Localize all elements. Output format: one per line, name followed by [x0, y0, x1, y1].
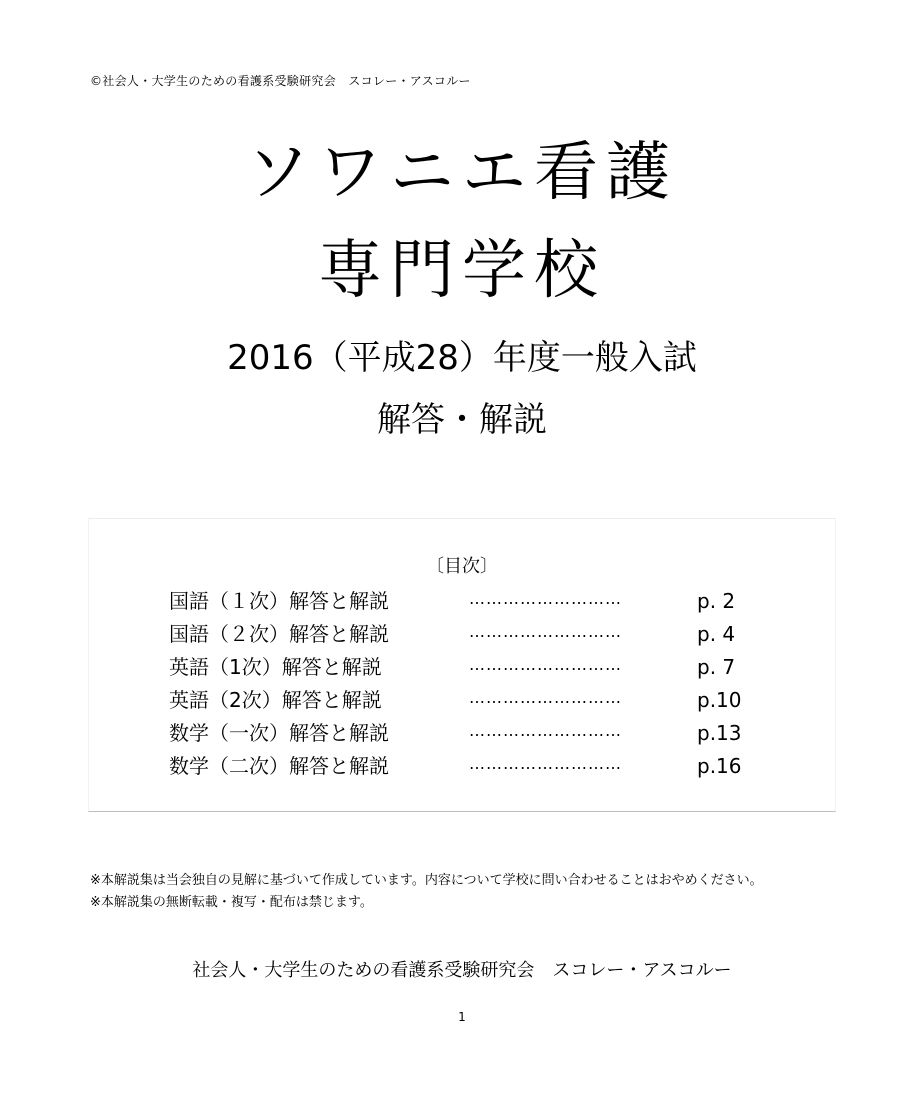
toc-heading: 〔目次〕 [426, 556, 498, 577]
toc-leader-dots: ……………………… [469, 688, 622, 707]
toc-item[interactable] [89, 618, 835, 651]
note-copyright: ※本解説集の無断転載・複写・配布は禁じます。 [90, 895, 373, 910]
note-disclaimer: ※本解説集は当会独自の見解に基づいて作成しています。内容について学校に問い合わせることはおやめください。 [90, 873, 763, 888]
toc-item[interactable] [89, 750, 835, 783]
toc-leader-dots: ……………………… [469, 754, 622, 773]
footer-organization: 社会人・大学生のための看護系受験研究会 スコレー・アスコルー [192, 960, 732, 981]
toc-item-page: p. 7 [697, 655, 736, 679]
toc-item-label: 国語（１次）解答と解説 [169, 589, 389, 613]
exam-title: 2016（平成28）年度一般入試 [227, 338, 697, 378]
toc-item[interactable] [89, 585, 835, 618]
table-of-contents [88, 518, 836, 812]
toc-item-label: 数学（一次）解答と解説 [169, 721, 389, 745]
toc-item-page: p.10 [697, 688, 742, 712]
copyright-notice: ©社会人・大学生のための看護系受験研究会 スコレー・アスコルー [90, 74, 471, 88]
document-kind: 解答・解説 [377, 400, 547, 440]
toc-item-label: 英語（1次）解答と解説 [169, 655, 382, 679]
notes [90, 870, 835, 914]
toc-leader-dots: ……………………… [469, 721, 622, 740]
school-name-line1: ソワニエ看護 [246, 136, 678, 210]
toc-item-label: 国語（２次）解答と解説 [169, 622, 389, 646]
toc-item-page: p.16 [697, 754, 742, 778]
toc-item-label: 英語（2次）解答と解説 [169, 688, 382, 712]
toc-leader-dots: ……………………… [469, 589, 622, 608]
toc-item[interactable] [89, 684, 835, 717]
page-number: 1 [458, 1010, 466, 1024]
toc-item[interactable] [89, 651, 835, 684]
toc-leader-dots: ……………………… [469, 655, 622, 674]
toc-item[interactable] [89, 717, 835, 750]
toc-list [89, 585, 835, 783]
toc-item-page: p. 2 [697, 589, 736, 613]
toc-item-label: 数学（二次）解答と解説 [169, 754, 389, 778]
toc-leader-dots: ……………………… [469, 622, 622, 641]
toc-item-page: p.13 [697, 721, 742, 745]
toc-item-page: p. 4 [697, 622, 736, 646]
school-name-line2: 専門学校 [318, 234, 606, 308]
